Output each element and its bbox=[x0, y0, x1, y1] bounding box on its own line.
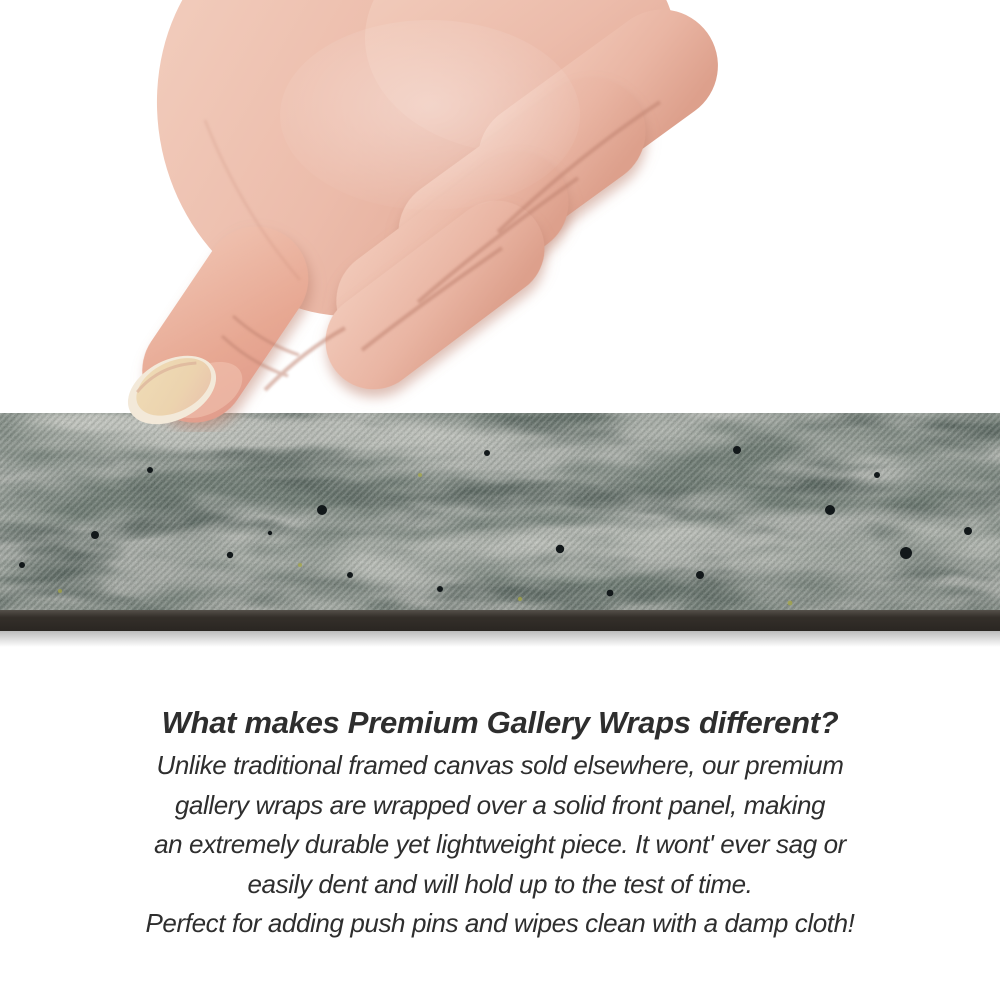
copy-line: Perfect for adding push pins and wipes clean with a damp cloth! bbox=[145, 908, 855, 938]
copy-line: gallery wraps are wrapped over a solid front panel, making bbox=[174, 789, 826, 820]
copy-line: Unlike traditional framed canvas sold elsewhere, our premium bbox=[156, 750, 844, 780]
copy-heading: What makes Premium Gallery Wraps different? bbox=[161, 705, 839, 740]
canvas-strip bbox=[0, 413, 1000, 663]
hand-graphic bbox=[0, 0, 1000, 432]
copy-line: an extremely durable yet lightweight piece. It wont' ever sag or bbox=[154, 829, 846, 859]
skin-highlight bbox=[280, 20, 580, 210]
canvas-strip-graphic bbox=[0, 413, 1000, 663]
copy-line: easily dent and will hold up to the test of time. bbox=[247, 868, 753, 899]
canvas-shadow bbox=[0, 631, 1000, 647]
marketing-copy bbox=[0, 700, 1000, 944]
canvas-edge bbox=[0, 610, 1000, 631]
hand-photo bbox=[0, 0, 1000, 432]
canvas-fabric bbox=[0, 413, 1000, 610]
